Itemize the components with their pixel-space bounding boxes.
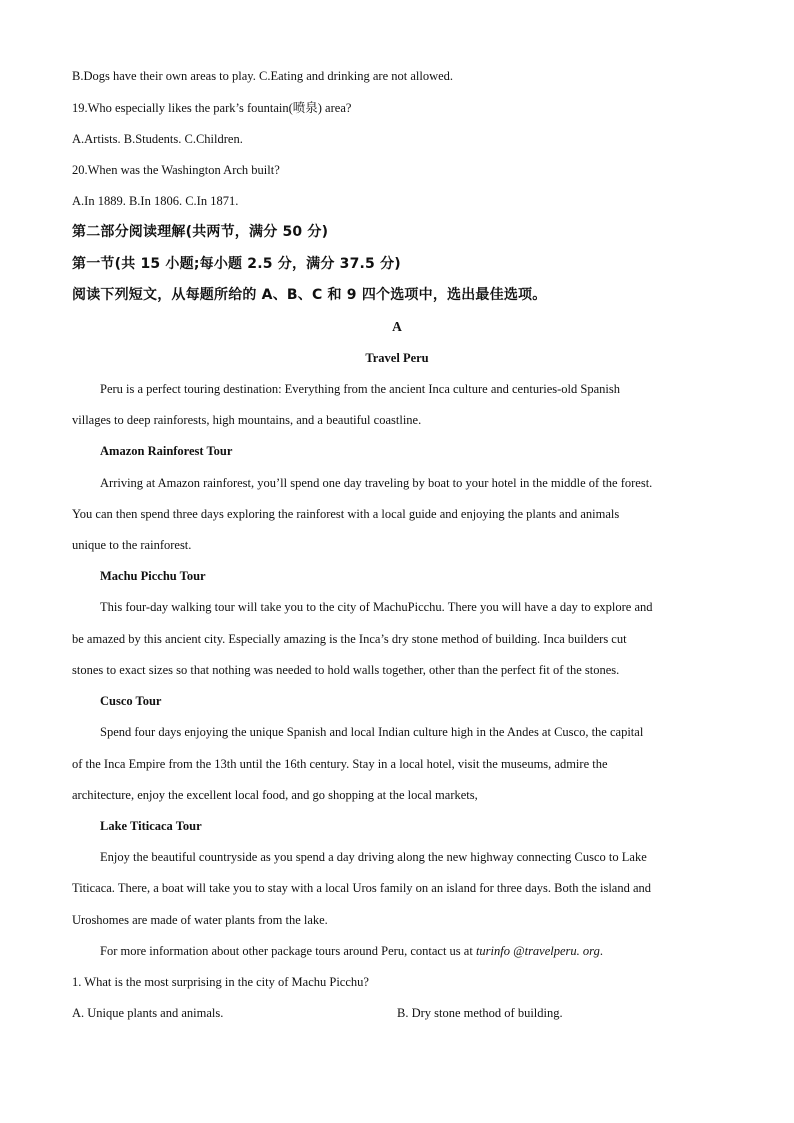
cusco-line-2: of the Inca Empire from the 13th until the 16th century. Stay in a local hotel, visit the museums, admire the [72, 757, 608, 771]
titicaca-line-1: Enjoy the beautiful countryside as you spend a day driving along the new highway connecting Cusco to Lake [100, 850, 647, 864]
amazon-line-2: You can then spend three days exploring the rainforest with a local guide and enjoying the plants and animals [72, 507, 620, 521]
question-1-options [72, 1005, 732, 1021]
section-one-heading: 第一节(共 15 小题;每小题 2.5 分，满分 37.5 分) [72, 256, 401, 272]
contact-text: For more information about other package tours around Peru, contact us at [100, 944, 476, 958]
machu-heading: Machu Picchu Tour [100, 569, 206, 583]
contact-line [100, 943, 730, 959]
passage-letter: A [392, 319, 402, 334]
option-line-q18: B.Dogs have their own areas to play. C.Eating and drinking are not allowed. [72, 69, 454, 83]
contact-end: . [599, 944, 603, 958]
question-20: 20.When was the Washington Arch built? [72, 163, 280, 177]
option-b: B. Dry stone method of building. [397, 1006, 563, 1020]
cusco-heading: Cusco Tour [100, 694, 162, 708]
machu-line-1: This four-day walking tour will take you to the city of MachuPicchu. There you will have a day to explore and [100, 600, 653, 614]
cusco-line-1: Spend four days enjoying the unique Spanish and local Indian culture high in the Andes at Cusco, the capital [100, 725, 644, 739]
machu-line-2: be amazed by this ancient city. Especially amazing is the Inca’s dry stone method of building. Inca builders cut [72, 632, 627, 646]
part-two-heading: 第二部分阅读理解(共两节，满分 50 分) [72, 224, 329, 240]
question-19: 19.Who especially likes the park’s fountain(喷泉) area? [72, 101, 352, 115]
amazon-line-3: unique to the rainforest. [72, 538, 192, 552]
option-a: A. Unique plants and animals. [72, 1006, 224, 1020]
titicaca-heading: Lake Titicaca Tour [100, 819, 202, 833]
titicaca-line-3: Uroshomes are made of water plants from the lake. [72, 913, 328, 927]
question-1: 1. What is the most surprising in the city of Machu Picchu? [72, 975, 369, 989]
options-q20: A.In 1889. B.In 1806. C.In 1871. [72, 194, 239, 208]
passage-title: Travel Peru [365, 351, 429, 365]
intro-line-1: Peru is a perfect touring destination: Everything from the ancient Inca culture and centuries-old Spanish [100, 382, 620, 396]
amazon-line-1: Arriving at Amazon rainforest, you’ll spend one day traveling by boat to your hotel in the middle of the forest. [100, 476, 653, 490]
contact-email: turinfo @travelperu. org [475, 944, 600, 958]
cusco-line-3: architecture, enjoy the excellent local food, and go shopping at the local markets, [72, 788, 478, 802]
reading-instruction: 阅读下列短文，从每题所给的 A、B、C 和 9 四个选项中，选出最佳选项。 [72, 287, 547, 303]
machu-line-3: stones to exact sizes so that nothing was needed to hold walls together, other than the perfect fit of the stones. [72, 663, 620, 677]
titicaca-line-2: Titicaca. There, a boat will take you to stay with a local Uros family on an island for three days. Both the island and [72, 881, 652, 895]
amazon-heading: Amazon Rainforest Tour [100, 444, 233, 458]
options-q19: A.Artists. B.Students. C.Children. [72, 132, 243, 146]
intro-line-2: villages to deep rainforests, high mountains, and a beautiful coastline. [72, 413, 422, 427]
